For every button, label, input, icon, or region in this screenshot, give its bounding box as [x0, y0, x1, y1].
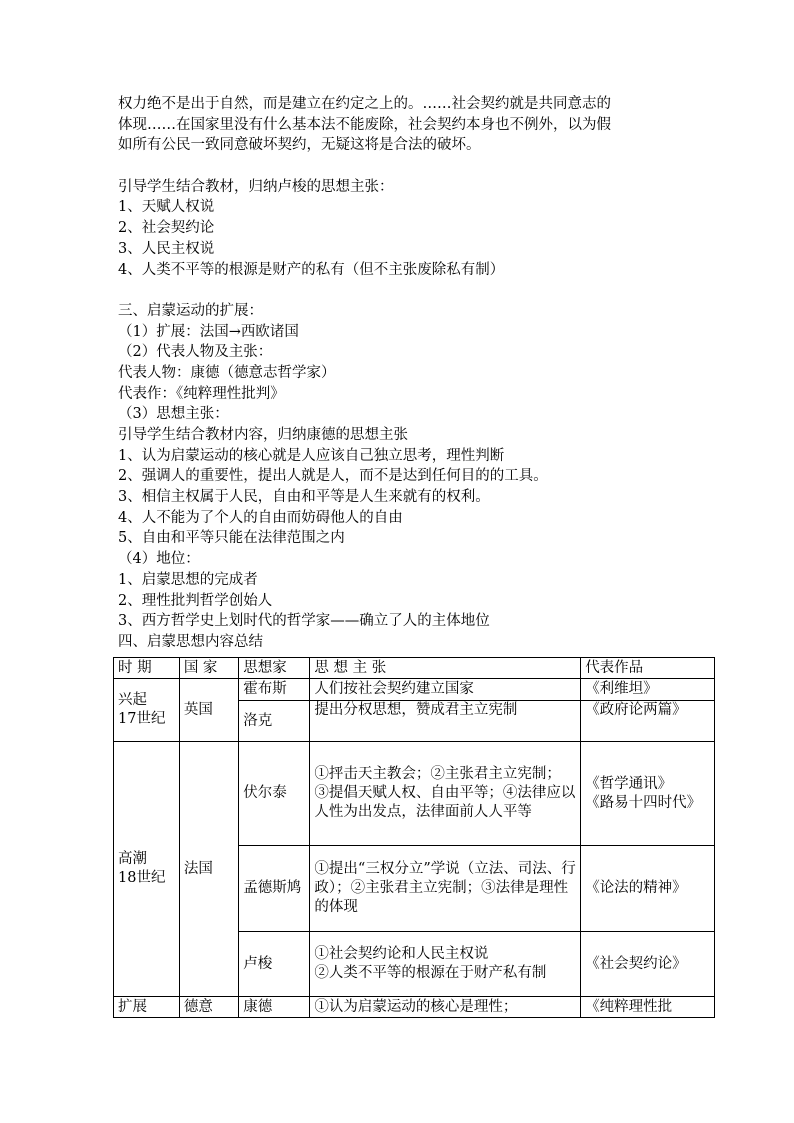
table-row — [114, 997, 715, 1018]
text-line: 5、自由和平等只能在法律范围之内 — [118, 530, 345, 547]
text-line: 代表人物：康德（德意志哲学家） — [118, 364, 336, 381]
work-cell: 《论法的精神》 — [581, 846, 715, 932]
work-cell: 《利维坦》 — [581, 679, 715, 701]
text-line: 3、相信主权属于人民，自由和平等是人生来就有的权利。 — [118, 489, 490, 506]
text-line: 1、启蒙思想的完成者 — [118, 571, 258, 588]
text-line: 4、人不能为了个人的自由而妨碍他人的自由 — [118, 509, 403, 526]
text-line: 3、西方哲学史上划时代的哲学家——确立了人的主体地位 — [118, 613, 490, 630]
text-line: 引导学生结合教材内容，归纳康德的思想主张 — [118, 427, 408, 443]
idea-cell: 人们按社会契约建立国家 — [310, 679, 581, 701]
header-work: 代表作品 — [581, 658, 715, 679]
thinker-cell: 孟德斯鸠 — [239, 846, 310, 932]
table-row — [114, 679, 715, 701]
text-line: 代表作：《纯粹理性批判》 — [118, 385, 285, 402]
thinker-cell: 伏尔泰 — [239, 742, 310, 846]
header-country: 国 家 — [179, 658, 238, 679]
blank-line — [118, 280, 688, 301]
body-text — [118, 94, 688, 653]
idea-cell: ①抨击天主教会；②主张君主立宪制； ③提倡天赋人权、自由平等；④法律应以人性为出发点，法律面前人人平等 — [310, 742, 581, 846]
text-line: 1、认为启蒙运动的核心就是人应该自己独立思考，理性判断 — [118, 447, 505, 464]
section-heading: 四、启蒙思想内容总结 — [118, 633, 263, 650]
period-cell: 高潮 18世纪 — [114, 742, 180, 997]
header-thinker: 思想家 — [239, 658, 310, 679]
thinker-cell: 卢梭 — [239, 932, 310, 997]
work-cell: 《社会契约论》 — [581, 932, 715, 997]
text-line: （2）代表人物及主张： — [118, 344, 273, 361]
text-line: （3）思想主张： — [118, 406, 229, 423]
thinker-cell: 洛克 — [239, 701, 310, 742]
text-line: 2、理性批判哲学创始人 — [118, 592, 273, 609]
blank-line — [118, 156, 688, 177]
period-cell: 扩展 — [114, 997, 180, 1018]
text-line: 引导学生结合教材，归纳卢梭的思想主张： — [118, 178, 394, 195]
work-cell: 《纯粹理性批 — [581, 997, 715, 1018]
idea-cell: 提出分权思想，赞成君主立宪制 — [310, 701, 581, 742]
text-line: 1、天赋人权说 — [118, 199, 215, 216]
country-cell: 法国 — [179, 742, 238, 997]
text-line: 如所有公民一致同意破坏契约，无疑这将是合法的破坏。 — [118, 137, 481, 154]
text-line: 2、强调人的重要性，提出人就是人，而不是达到任何目的的工具。 — [118, 468, 548, 485]
text-line: 4、人类不平等的根源是财产的私有（但不主张废除私有制） — [118, 261, 505, 278]
idea-cell: ①认为启蒙运动的核心是理性； — [310, 997, 581, 1018]
text-line: 体现……在国家里没有什么基本法不能废除，社会契约本身也不例外，以为假 — [118, 116, 611, 133]
header-period: 时 期 — [114, 658, 180, 679]
idea-cell: ①社会契约论和人民主权说 ②人类不平等的根源在于财产私有制 — [310, 932, 581, 997]
country-cell: 德意 — [179, 997, 238, 1018]
header-idea: 思 想 主 张 — [310, 658, 581, 679]
table-header-row — [114, 658, 715, 679]
idea-cell: ①提出“三权分立”学说（立法、司法、行政）；②主张君主立宪制；③法律是理性的体现 — [310, 846, 581, 932]
period-cell: 兴起 17世纪 — [114, 679, 180, 742]
text-line: （4）地位： — [118, 551, 200, 568]
text-line: （1）扩展：法国→西欧诸国 — [118, 323, 299, 340]
country-cell: 英国 — [179, 679, 238, 742]
section-heading: 三、启蒙运动的扩展： — [118, 302, 263, 319]
thinker-cell: 霍布斯 — [239, 679, 310, 701]
work-cell: 《政府论两篇》 — [581, 701, 715, 742]
thinker-cell: 康德 — [239, 997, 310, 1018]
text-line: 3、人民主权说 — [118, 240, 215, 257]
table-row — [114, 742, 715, 846]
summary-table — [113, 657, 715, 1018]
text-line: 2、社会契约论 — [118, 220, 215, 237]
text-line: 权力绝不是出于自然，而是建立在约定之上的。……社会契约就是共同意志的 — [118, 96, 611, 112]
work-cell: 《哲学通讯》 《路易十四时代》 — [581, 742, 715, 846]
